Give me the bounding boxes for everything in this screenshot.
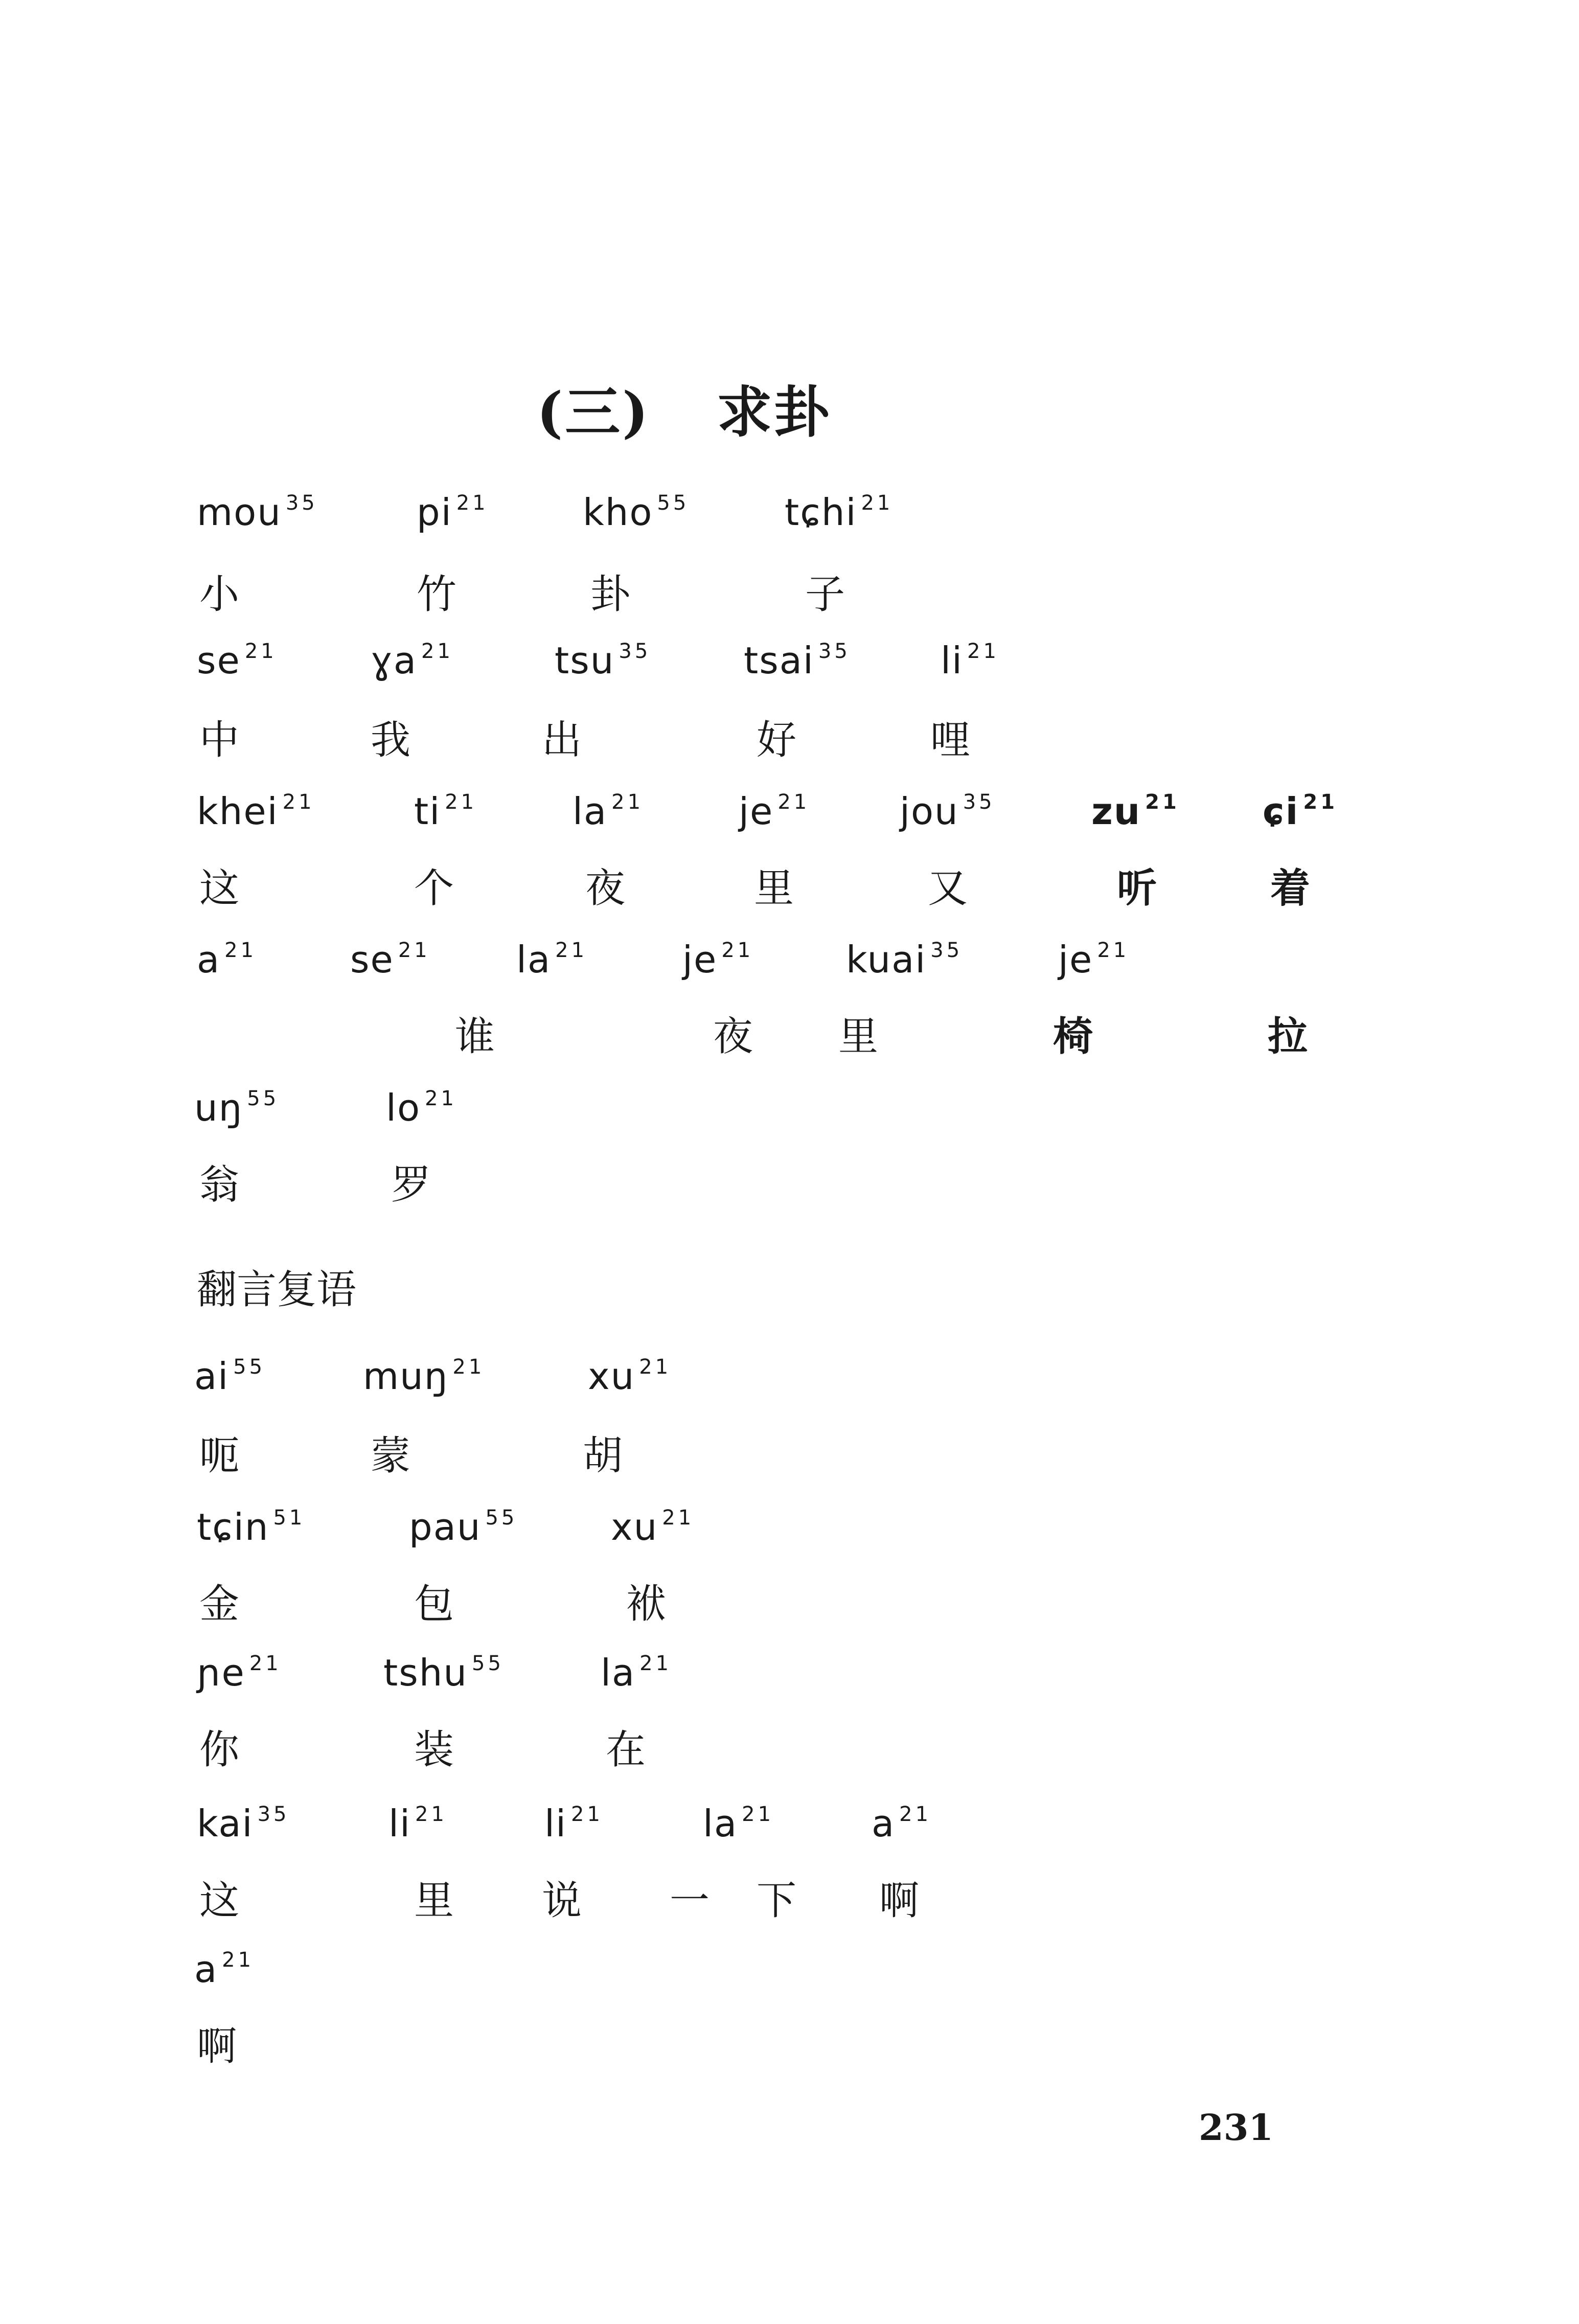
gloss-line [0,1718,1579,1799]
ipa-syllable: tsai $^{35}$ [744,639,851,682]
gloss-char: 蒙 [371,1433,411,1479]
gloss-line [0,1153,1579,1235]
gloss-line [0,1005,1579,1086]
gloss-char: 这 [199,1878,240,1924]
ipa-syllable: khei $^{21}$ [197,790,315,833]
gloss-char: 子 [805,572,845,618]
gloss-char: 啊 [197,2023,237,2069]
ipa-syllable: mou $^{35}$ [197,491,318,534]
gloss-char: 着 [1270,865,1311,912]
gloss-char: 又 [928,865,968,912]
ipa-syllable: ai $^{55}$ [194,1355,266,1398]
gloss-char: 哩 [930,717,971,763]
ipa-syllable: xu $^{21}$ [588,1355,672,1398]
gloss-char: 听 [1117,865,1157,912]
gloss-char: 啊 [879,1878,920,1924]
ipa-syllable: uŋ $^{55}$ [194,1086,280,1129]
ipa-syllable: ɕi $^{21}$ [1263,790,1338,833]
title-text: 求卦 [717,380,832,445]
ipa-syllable: kuai $^{35}$ [846,938,963,981]
ipa-syllable: a $^{21}$ [197,938,257,981]
ipa-syllable: xu $^{21}$ [611,1506,695,1548]
ipa-syllable: la $^{21}$ [516,938,588,981]
ipa-syllable: se $^{21}$ [350,938,430,981]
gloss-char: 这 [199,865,240,912]
ipa-syllable: tsu $^{35}$ [555,639,651,682]
gloss-char: 出 [542,717,582,763]
gloss-char: 个 [414,865,454,912]
gloss-char: 说 [542,1878,582,1924]
page-title [537,368,831,447]
gloss-char: 呃 [199,1433,240,1479]
ipa-syllable: la $^{21}$ [601,1651,672,1694]
ipa-syllable: pau $^{55}$ [409,1506,518,1548]
gloss-char: 包 [414,1581,454,1627]
gloss-char: 卦 [590,572,631,618]
gloss-char: 里 [754,865,794,912]
ipa-syllable: lo $^{21}$ [386,1086,457,1129]
gloss-char: 胡 [583,1433,623,1479]
ipa-syllable: a $^{21}$ [872,1802,932,1845]
ipa-syllable: li $^{21}$ [941,639,999,682]
gloss-char: 好 [757,717,797,763]
gloss-line [0,708,1579,790]
ipa-syllable: je $^{21}$ [1058,938,1130,981]
page-number: 231 [1199,2106,1274,2149]
gloss-line [0,562,1579,644]
ipa-syllable: muŋ $^{21}$ [363,1355,485,1398]
gloss-char: 罗 [391,1162,431,1208]
gloss-char: 翁 [199,1162,240,1208]
ipa-syllable: kho $^{55}$ [583,491,690,534]
gloss-char: 夜 [585,865,626,912]
gloss-char: 在 [606,1727,646,1773]
ipa-syllable: je $^{21}$ [682,938,754,981]
gloss-line [0,1424,1579,1506]
ipa-syllable: zu $^{21}$ [1091,790,1180,833]
gloss-line [0,2014,1579,2096]
gloss-char: 椅 [1053,1014,1093,1060]
ipa-syllable: li $^{21}$ [388,1802,447,1845]
ipa-line [0,491,1579,573]
title-number: (三) [537,380,651,445]
gloss-char: 你 [199,1727,240,1773]
gloss-char: 小 [199,572,240,618]
gloss-line [0,1869,1579,1950]
gloss-char: 谁 [455,1014,495,1060]
gloss-char: 里 [414,1878,454,1924]
ipa-syllable: tshu $^{55}$ [383,1651,504,1694]
gloss-line [0,1572,1579,1654]
ipa-syllable: li $^{21}$ [544,1802,603,1845]
ipa-syllable: se $^{21}$ [197,639,277,682]
ipa-syllable: la $^{21}$ [573,790,644,833]
gloss-char: 我 [371,717,411,763]
ipa-syllable: kai $^{35}$ [197,1802,290,1845]
ipa-syllable: pi $^{21}$ [417,491,489,534]
ipa-syllable: ti $^{21}$ [414,790,477,833]
ipa-syllable: ɲe $^{21}$ [197,1651,282,1694]
gloss-char: 中 [199,717,240,763]
ipa-syllable: jou $^{35}$ [900,790,995,833]
gloss-char: 里 [838,1014,879,1060]
ipa-syllable: je $^{21}$ [739,790,810,833]
gloss-char: 下 [757,1878,797,1924]
ipa-syllable: a $^{21}$ [194,1948,255,1991]
gloss-char: 袱 [626,1581,667,1627]
ipa-syllable: tɕhi $^{21}$ [785,491,894,534]
gloss-line [0,856,1579,938]
gloss-char: 金 [199,1581,240,1627]
ipa-syllable: la $^{21}$ [703,1802,774,1845]
ipa-syllable: ɣa $^{21}$ [371,639,453,682]
gloss-char: 装 [414,1727,454,1773]
gloss-char: 夜 [713,1014,753,1060]
gloss-char: 一 [670,1878,710,1924]
section-heading: 翻言复语 [197,1267,357,1313]
gloss-char: 竹 [417,572,457,618]
gloss-char: 拉 [1268,1014,1308,1060]
ipa-syllable: tɕin $^{51}$ [197,1506,306,1548]
